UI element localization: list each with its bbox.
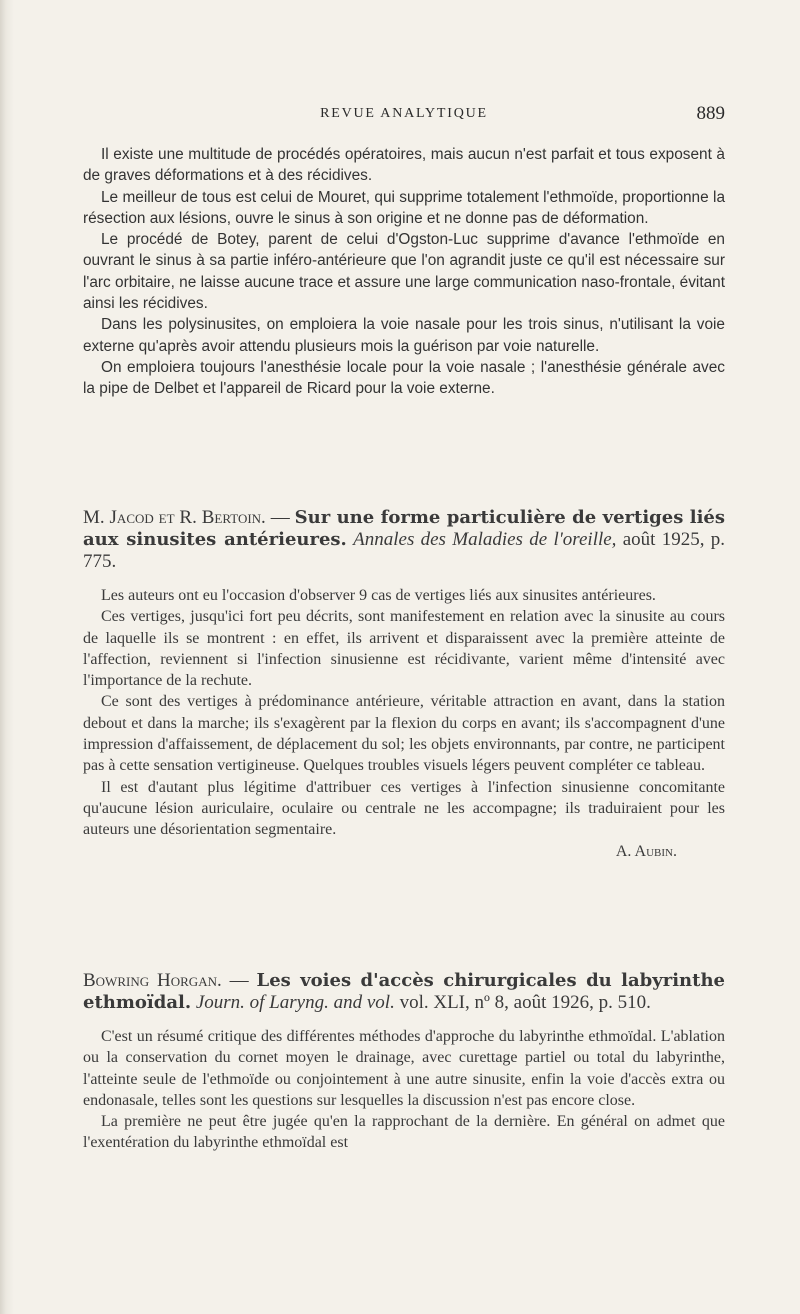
article-title: Sur une forme particulière de vertiges liés aux sinusites antérieures. [83, 507, 726, 550]
article-authors: M. Jacod et R. Bertoin. [83, 507, 266, 528]
paragraph: Ce sont des vertiges à prédominance antérieure, véritable attraction en avant, dans la station debout et dans la marche; ils s'exagèrent par la flexion du corps en avant; ils s'accompagnent d'une impression d'affaissement, de déplacement du sol; les objets environnants, par contre, ne participent pas à cette sensation vertigineuse. Quelques troubles visuels légers peuvent compléter ce tableau. [83, 693, 725, 775]
article-bowring-horgan [83, 970, 725, 1154]
page-header [83, 103, 725, 128]
paragraph: Le meilleur de tous est celui de Mouret, qui supprime totalement l'ethmoïde, proportionne la résection aux lésions, ouvre le sinus à son origine et ne donne pas de déformation. [83, 188, 725, 227]
heading-dash: — [265, 507, 295, 528]
intro-text [83, 144, 725, 400]
paragraph: On emploiera toujours l'anesthésie locale pour la voie nasale ; l'anesthésie générale avec la pipe de Delbet et l'appareil de Ricard pour la voie externe. [83, 358, 725, 398]
article-journal: Journ. of Laryng. and vol. [195, 992, 395, 1013]
paragraph: Le procédé de Botey, parent de celui d'Ogston-Luc supprime d'avance l'ethmoïde en ouvrant le sinus à sa partie inféro-antérieure que l'on agrandit juste ce qu'il est nécessaire sur l'arc orbitaire, ne laisse aucune trace et assure une large communication naso-frontale, évitant ainsi les récidives. [83, 231, 725, 313]
paragraph: La première ne peut être jugée qu'en la rapprochant de la dernière. En général on admet que l'exentération du labyrinthe ethmoïdal est [83, 1113, 725, 1152]
signature: A. Aubin. [615, 842, 677, 860]
paragraph: C'est un résumé critique des différentes méthodes d'approche du labyrinthe ethmoïdal. L'ablation ou la conservation du cornet moyen le drainage, avec curettage partiel ou total du labyrinthe, l'atteinte seule de l'ethmoïde ou conjointement à une autre sinusite, enfin la voie d'accès extra ou endonasale, telles sont les questions sur lesquelles la discussion n'est pas encore close. [83, 1028, 725, 1109]
running-title: REVUE ANALYTIQUE [320, 106, 488, 121]
signature-line [83, 841, 725, 862]
article-heading [83, 507, 725, 573]
paragraph: Ces vertiges, jusqu'ici fort peu décrits, sont manifestement en relation avec la sinusite au cours de laquelle ils se montrent : en effet, ils arrivent et disparaissent avec la première atteinte de l'affection, reviennent si l'infection sinusienne est récidivante, varient même d'intensité avec l'importance de la rechute. [83, 608, 725, 690]
page-number: 889 [696, 103, 725, 124]
article-title: Les voies d'accès chirurgicales du labyrinthe ethmoïdal. [83, 970, 725, 1013]
paragraph: Dans les polysinusites, on emploiera la voie nasale pour les trois sinus, n'utilisant la voie externe qu'après avoir attendu plusieurs mois la guérison par voie naturelle. [83, 316, 725, 355]
paragraph: Il est d'autant plus légitime d'attribuer ces vertiges à l'infection sinusienne concomitante qu'aucune lésion auriculaire, oculaire ou centrale ne les accompagne; ils traduiraient pour les auteurs une désorientation segmentaire. [83, 778, 725, 839]
article-journal: Annales des Maladies de l'oreille, [353, 529, 617, 550]
heading-dash: — [221, 970, 257, 991]
article-date: août 1925, p. 775. [83, 529, 726, 572]
article-date: vol. XLI, nº 8, août 1926, p. 510. [394, 992, 651, 1013]
article-authors: Bowring Horgan. [83, 970, 222, 991]
paragraph: Il existe une multitude de procédés opératoires, mais aucun n'est parfait et tous exposent à de graves déformations et à des récidives. [83, 146, 725, 185]
paragraph: Les auteurs ont eu l'occasion d'observer 9 cas de vertiges liés aux sinusites antérieures. [101, 587, 656, 604]
article-jacod-bertoin [83, 507, 725, 862]
article-heading [83, 970, 725, 1014]
